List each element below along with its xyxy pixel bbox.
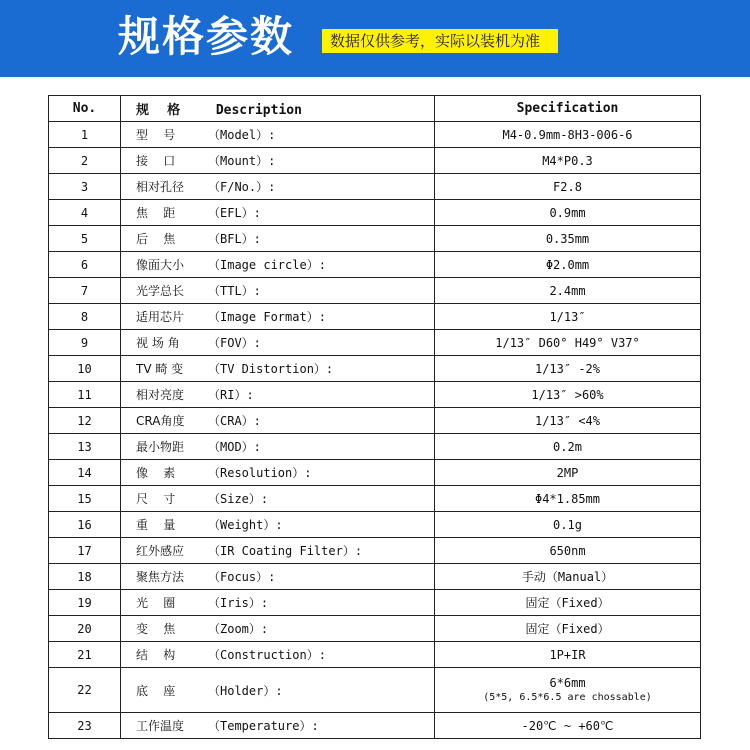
row-specification: 0.35mm <box>435 226 701 252</box>
row-number: 22 <box>49 668 121 713</box>
row-description <box>121 226 435 252</box>
description-en: （Mount）: <box>208 154 276 168</box>
row-number: 4 <box>49 200 121 226</box>
row-description <box>121 356 435 382</box>
description-en: （Image Format）: <box>208 310 326 324</box>
description-cn: 光 圈 <box>136 596 176 610</box>
header-desc-cn: 规 格 <box>136 103 181 118</box>
table-row <box>49 460 701 486</box>
description-en: （TV Distortion）: <box>208 362 334 376</box>
row-number: 2 <box>49 148 121 174</box>
row-specification: 2.4mm <box>435 278 701 304</box>
row-description <box>121 200 435 226</box>
description-cn: 底 座 <box>136 683 176 698</box>
row-specification: 1/13″ >60% <box>435 382 701 408</box>
header-description <box>121 96 435 122</box>
row-number: 1 <box>49 122 121 148</box>
description-en: （Model）: <box>208 128 276 142</box>
row-number: 16 <box>49 512 121 538</box>
specification-note: (5*5, 6.5*6.5 are chossable) <box>483 692 652 703</box>
row-number: 18 <box>49 564 121 590</box>
row-description <box>121 408 435 434</box>
row-description <box>121 713 435 739</box>
table-row <box>49 382 701 408</box>
row-specification: 1/13″ <box>435 304 701 330</box>
description-cn: 最小物距 <box>136 440 185 454</box>
row-number: 5 <box>49 226 121 252</box>
row-description <box>121 668 435 713</box>
description-en: （F/No.）: <box>208 180 276 194</box>
row-number: 10 <box>49 356 121 382</box>
row-specification: 1P+IR <box>435 642 701 668</box>
row-specification: Φ4*1.85mm <box>435 486 701 512</box>
description-en: （Construction）: <box>208 648 326 662</box>
description-cn: 相对亮度 <box>136 388 185 402</box>
row-specification: 2MP <box>435 460 701 486</box>
row-description <box>121 616 435 642</box>
description-cn: 接 口 <box>136 154 176 168</box>
row-specification: M4*P0.3 <box>435 148 701 174</box>
row-number: 15 <box>49 486 121 512</box>
disclaimer-note: 数据仅供参考，实际以装机为准 <box>322 29 558 53</box>
row-specification: M4-0.9mm-8H3-006-6 <box>435 122 701 148</box>
row-description <box>121 330 435 356</box>
row-specification: 0.9mm <box>435 200 701 226</box>
specification-value: 6*6mm <box>549 676 586 690</box>
row-number: 8 <box>49 304 121 330</box>
spec-table <box>48 95 701 739</box>
description-en: （RI）: <box>208 388 254 402</box>
table-row <box>49 486 701 512</box>
description-en: （Zoom）: <box>208 622 269 636</box>
description-en: （Focus）: <box>208 570 276 584</box>
table-row <box>49 512 701 538</box>
description-en: （BFL）: <box>208 232 261 246</box>
description-en: （TTL）: <box>208 284 261 298</box>
row-number: 11 <box>49 382 121 408</box>
row-description <box>121 434 435 460</box>
description-cn: 后 焦 <box>136 232 176 246</box>
table-row <box>49 538 701 564</box>
description-cn: 重 量 <box>136 518 176 532</box>
description-en: （EFL）: <box>208 206 261 220</box>
row-number: 6 <box>49 252 121 278</box>
table-row <box>49 278 701 304</box>
description-cn: 结 构 <box>136 648 176 662</box>
description-cn: 光学总长 <box>136 284 185 298</box>
table-row <box>49 408 701 434</box>
description-en: （IR Coating Filter）: <box>208 544 363 558</box>
row-number: 20 <box>49 616 121 642</box>
row-description <box>121 486 435 512</box>
table-row <box>49 330 701 356</box>
row-number: 3 <box>49 174 121 200</box>
table-row <box>49 200 701 226</box>
row-description <box>121 304 435 330</box>
row-description <box>121 538 435 564</box>
description-cn: 焦 距 <box>136 206 176 220</box>
table-row <box>49 713 701 739</box>
table-row <box>49 642 701 668</box>
table-header-row <box>49 96 701 122</box>
row-specification: 固定（Fixed） <box>435 590 701 616</box>
row-number: 19 <box>49 590 121 616</box>
description-cn: 聚焦方法 <box>136 570 185 584</box>
row-specification: -20℃ ~ +60℃ <box>435 713 701 739</box>
row-specification: 0.2m <box>435 434 701 460</box>
row-specification: F2.8 <box>435 174 701 200</box>
description-cn: 红外感应 <box>136 544 185 558</box>
description-cn: 像 素 <box>136 466 176 480</box>
description-cn: 工作温度 <box>136 719 185 733</box>
row-specification: Φ2.0mm <box>435 252 701 278</box>
table-row <box>49 564 701 590</box>
row-specification: 650nm <box>435 538 701 564</box>
description-cn: 相对孔径 <box>136 180 185 194</box>
table-row <box>49 616 701 642</box>
table-row <box>49 174 701 200</box>
row-number: 7 <box>49 278 121 304</box>
row-specification: 0.1g <box>435 512 701 538</box>
table-row <box>49 668 701 713</box>
row-specification: 1/13″ -2% <box>435 356 701 382</box>
description-cn: TV 畸 变 <box>136 362 184 376</box>
row-number: 12 <box>49 408 121 434</box>
description-en: （CRA）: <box>208 414 261 428</box>
row-number: 23 <box>49 713 121 739</box>
row-specification <box>435 668 701 713</box>
header-banner <box>0 0 750 77</box>
table-row <box>49 304 701 330</box>
page-title: 规格参数 <box>118 12 295 61</box>
description-en: （MOD）: <box>208 440 261 454</box>
row-description <box>121 174 435 200</box>
table-row <box>49 252 701 278</box>
row-description <box>121 382 435 408</box>
row-description <box>121 252 435 278</box>
row-description <box>121 564 435 590</box>
row-description <box>121 278 435 304</box>
description-en: （Iris）: <box>208 596 269 610</box>
row-number: 13 <box>49 434 121 460</box>
header-desc-en: Description <box>215 103 302 118</box>
description-en: （Temperature）: <box>208 719 319 733</box>
row-number: 17 <box>49 538 121 564</box>
row-specification: 手动（Manual） <box>435 564 701 590</box>
row-number: 9 <box>49 330 121 356</box>
description-cn: 适用芯片 <box>136 310 185 324</box>
row-description <box>121 512 435 538</box>
table-row <box>49 148 701 174</box>
description-en: （Size）: <box>208 492 269 506</box>
description-en: （Resolution）: <box>208 466 312 480</box>
row-description <box>121 642 435 668</box>
row-number: 14 <box>49 460 121 486</box>
spec-table-body <box>49 122 701 739</box>
table-row <box>49 122 701 148</box>
table-row <box>49 434 701 460</box>
row-description <box>121 122 435 148</box>
row-description <box>121 148 435 174</box>
description-en: （Image circle）: <box>208 258 326 272</box>
row-specification: 1/13″ D60° H49° V37° <box>435 330 701 356</box>
row-description <box>121 460 435 486</box>
description-cn: 视 场 角 <box>136 336 180 350</box>
description-en: （Weight）: <box>208 518 283 532</box>
description-cn: CRA角度 <box>136 414 185 428</box>
header-no: No. <box>49 96 121 122</box>
header-specification: Specification <box>435 96 701 122</box>
table-row <box>49 356 701 382</box>
description-cn: 像面大小 <box>136 258 185 272</box>
row-specification: 固定（Fixed） <box>435 616 701 642</box>
description-cn: 尺 寸 <box>136 492 176 506</box>
description-cn: 变 焦 <box>136 622 176 636</box>
description-en: （FOV）: <box>208 336 261 350</box>
description-cn: 型 号 <box>136 128 176 142</box>
table-row <box>49 590 701 616</box>
table-row <box>49 226 701 252</box>
row-description <box>121 590 435 616</box>
description-en: （Holder）: <box>208 683 283 698</box>
row-number: 21 <box>49 642 121 668</box>
row-specification: 1/13″ <4% <box>435 408 701 434</box>
